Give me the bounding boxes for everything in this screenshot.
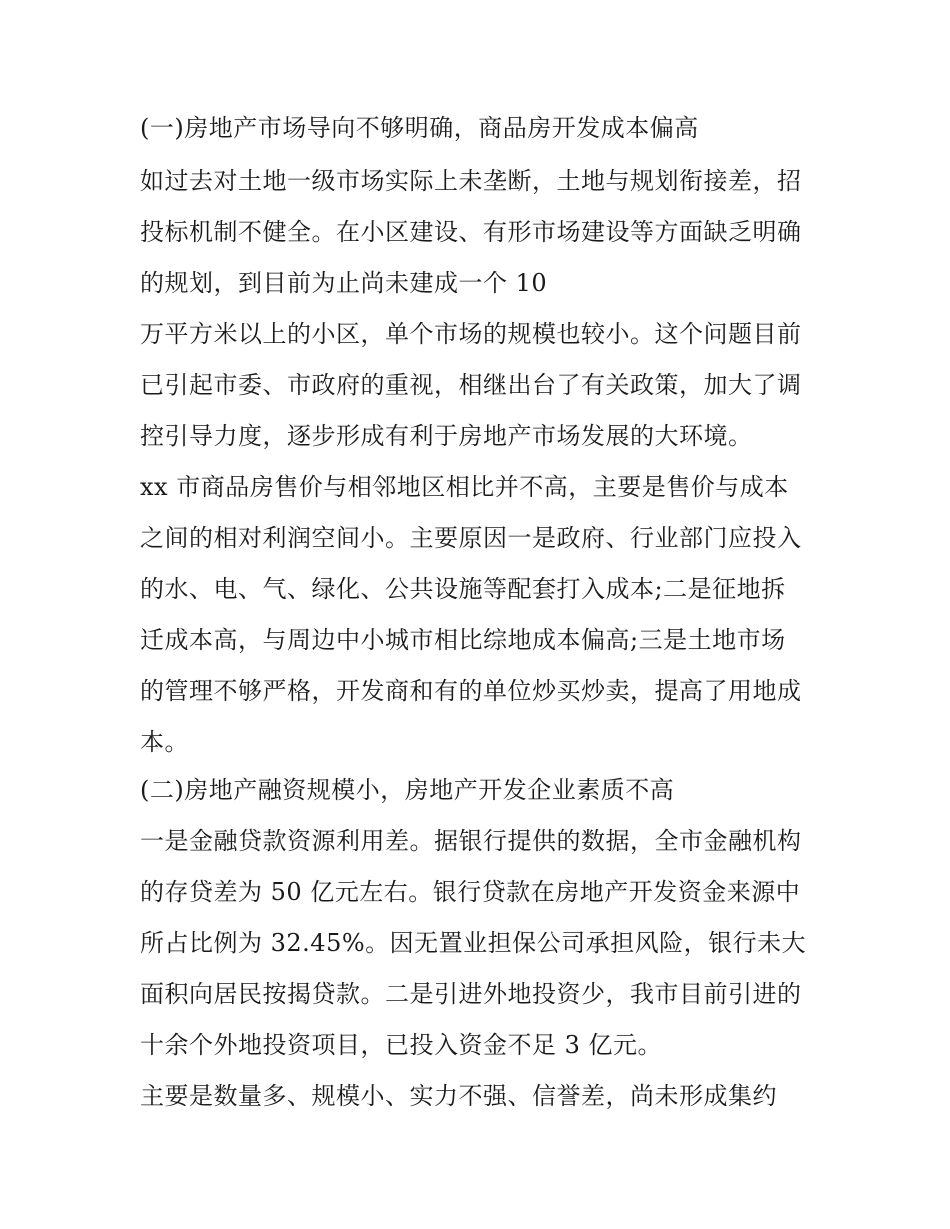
- paragraph-line: 已引起市委、市政府的重视，相继出台了有关政策，加大了调: [140, 371, 802, 399]
- paragraph-line: 的存贷差为 50 亿元左右。银行贷款在房地产开发资金来源中: [140, 878, 801, 906]
- paragraph-line: 一是金融贷款资源利用差。据银行提供的数据，全市金融机构: [140, 827, 802, 855]
- paragraph-line: 迁成本高，与周边中小城市相比综地成本偏高;三是土地市场: [140, 626, 786, 654]
- paragraph-line: 十余个外地投资项目，已投入资金不足 3 亿元。: [140, 1031, 663, 1059]
- section-heading-1: (一)房地产市场导向不够明确，商品房开发成本偏高: [140, 114, 699, 142]
- paragraph-line: 所占比例为 32.45%。因无置业担保公司承担风险，银行未大: [140, 929, 807, 957]
- paragraph-line: xx 市商品房售价与相邻地区相比并不高，主要是售价与成本: [140, 473, 789, 501]
- paragraph-line: 的水、电、气、绿化、公共设施等配套打入成本;二是征地拆: [140, 575, 786, 603]
- paragraph-line: 本。: [140, 728, 189, 756]
- paragraph-line: 的规划，到目前为止尚未建成一个 10: [140, 269, 548, 297]
- paragraph-line: 投标机制不健全。在小区建设、有形市场建设等方面缺乏明确: [140, 218, 802, 246]
- paragraph-line: 主要是数量多、规模小、实力不强、信誉差，尚未形成集约: [140, 1082, 777, 1110]
- paragraph-line: 的管理不够严格，开发商和有的单位炒买炒卖，提高了用地成: [140, 677, 802, 705]
- section-heading-2: (二)房地产融资规模小，房地产开发企业素质不高: [140, 776, 675, 804]
- paragraph-line: 如过去对土地一级市场实际上未垄断，土地与规划衔接差，招: [140, 167, 802, 195]
- paragraph-line: 之间的相对利润空间小。主要原因一是政府、行业部门应投入: [140, 524, 802, 552]
- paragraph-line: 面积向居民按揭贷款。二是引进外地投资少，我市目前引进的: [140, 980, 802, 1008]
- paragraph-line: 控引导力度，逐步形成有利于房地产市场发展的大环境。: [140, 422, 753, 450]
- paragraph-line: 万平方米以上的小区，单个市场的规模也较小。这个问题目前: [140, 320, 802, 348]
